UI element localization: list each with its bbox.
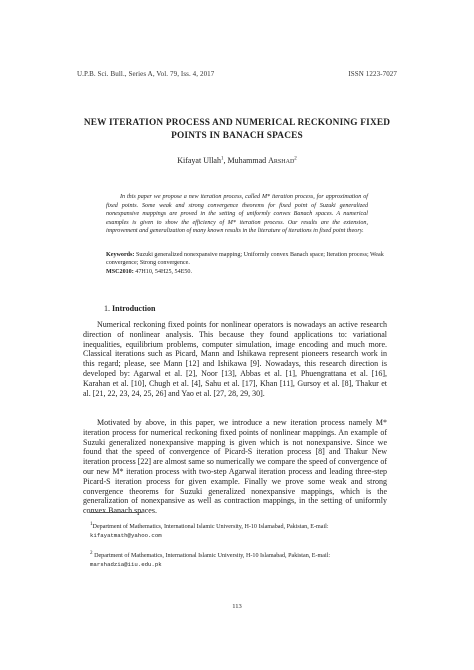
footnote-1	[90, 520, 387, 540]
section-title: Introduction	[112, 304, 156, 313]
footnote-mark: 1	[90, 521, 93, 527]
title-line-2: POINTS IN BANACH SPACES	[171, 131, 303, 141]
author-2-affiliation-mark: 2	[294, 156, 297, 162]
journal-citation: U.P.B. Sci. Bull., Series A, Vol. 79, Iss. 4, 2017	[77, 70, 215, 78]
paper-title	[60, 117, 414, 143]
page-number: 113	[232, 603, 242, 610]
footnote-rule	[90, 512, 142, 513]
footnote-2	[90, 549, 387, 569]
keywords-text: Suzuki generalized nonexpansive mapping; Uniformly convex Banach space; Iteration process; Weak convergence; Strong convergence.	[106, 252, 384, 267]
author-separator: , Muhammad	[223, 156, 269, 165]
author-1-affiliation-mark: 1	[220, 156, 224, 162]
intro-paragraph-2	[83, 418, 387, 516]
issn: ISSN 1223-7027	[348, 70, 397, 78]
intro-paragraph-1	[83, 320, 387, 398]
footnote-text: Department of Mathematics, International Islamic University, H-10 Islamabad, Pakistan, E-mail:	[92, 524, 329, 531]
title-line-1: NEW ITERATION PROCESS AND NUMERICAL RECKONING FIXED	[83, 118, 391, 128]
running-header	[77, 70, 397, 78]
paragraph-text: Motivated by above, in this paper, we introduce a new iteration process namely M* iteration process for numerical reckoning fixed points of nonlinear mappings. An example of Suzuki generalized nonexpansive mapping is given which is not nonexpansive. Since we found that the speed of convergence of Picard-S iteration process [8] and Thakur New iteration process [22] are almost same so numerically we compare the speed of convergence of our new M* iteration process with two-step Agarwal iteration process and leading three-step Picard-S iteration process for given example. Finally we prove some weak and strong convergence theorems for Suzuki generalized nonexpansive mappings, which is the generalization of nonexpansive as well as contraction mappings, in the setting of uniformly convex Banach spaces.	[83, 418, 387, 516]
footnote-text: Department of Mathematics, International Islamic University, H-10 Islamabad, Pakistan, E-mail:	[92, 553, 331, 560]
msc-codes: 47H10, 54H25, 54E50.	[133, 269, 192, 275]
msc-classification	[106, 269, 192, 275]
author-2-surname: Arshad	[268, 156, 295, 165]
footnote-email: marshadzia@iiu.edu.pk	[90, 560, 162, 568]
author-line	[60, 156, 414, 165]
keywords	[106, 251, 384, 268]
footnote-email: kifayatmath@yahoo.com	[90, 531, 162, 539]
section-number: 1.	[104, 304, 110, 313]
keywords-label: Keywords:	[106, 252, 135, 258]
author-1: Kifayat Ullah	[177, 156, 221, 165]
section-heading	[104, 304, 155, 313]
abstract: In this paper we propose a new iteration process, called M* iteration process, for approximation of fixed points. Some weak and strong convergence theorems for fixed point of Suzuki generalized nonexpansive mappings are proved in the setting of uniformly convex Banach spaces. A numerical examples is given to show the efficiency of M* iteration process. Our results are the extension, improvement and generalization of many known results in the literature of iterations in fixed point theory.	[106, 194, 368, 235]
paragraph-text: Numerical reckoning fixed points for nonlinear operators is nowadays an active research direction of nonlinear analysis. This because they found applications to: variational inequalities, equilibrium problems, computer simulation, image encoding and much more. Classical iterations such as Picard, Mann and Ishikawa represent pioneers research work in this regard; please, see Mann [12] and Ishikawa [9]. Nowadays, this research direction is developed by: Agarwal et al. [2], Noor [13], Abbas et al. [1], Phuengrattana et al. [16], Karahan et al. [10], Chugh et al. [4], Sahu et al. [17], Khan [11], Gursoy et al. [8], Thakur et al. [21, 22, 23, 24, 25, 26] and Yao et al. [27, 28, 29, 30].	[83, 320, 387, 398]
msc-label: MSC2010:	[106, 269, 134, 275]
footnote-mark: 2	[90, 550, 93, 556]
